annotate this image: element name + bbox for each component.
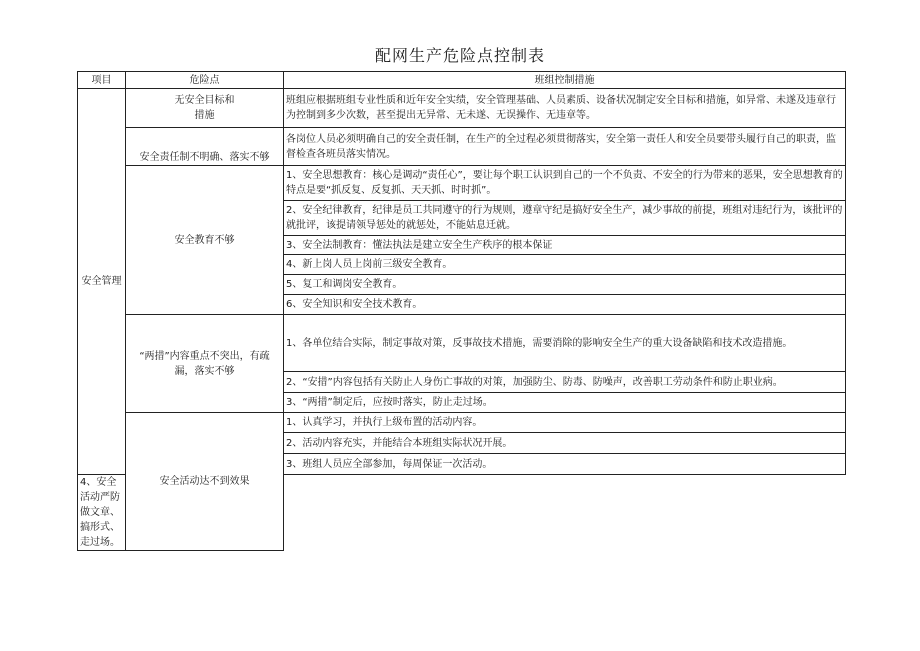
table-row <box>78 128 846 166</box>
item-cell-safety-management: 安全管理 <box>78 89 126 475</box>
measure-cell: 班组应根据班组专业性质和近年安全实绩，安全管理基础、人员素质、设备状况制定安全目标和措施，如异常、未遂及违章行为控制到多少次数，甚至提出无异常、无未遂、无误操作、无违章等。 <box>284 89 846 128</box>
measure-cell: 3、安全法制教育：懂法执法是建立安全生产秩序的根本保证 <box>284 236 846 255</box>
risk-cell <box>126 89 284 128</box>
page-title: 配网生产危险点控制表 <box>374 46 545 65</box>
risk-cell: 安全活动达不到效果 <box>126 413 284 551</box>
measure-cell: 1、认真学习，并执行上级布置的活动内容。 <box>284 413 846 433</box>
measure-cell: 1、各单位结合实际，制定事故对策，反事故技术措施，需要消除的影响安全生产的重大设备缺陷和技术改造措施。 <box>284 315 846 372</box>
table-row <box>78 166 846 201</box>
header-item: 项目 <box>78 72 126 89</box>
header-measures: 班组控制措施 <box>284 72 846 89</box>
risk-line: “两措”内容重点不突出，有疏 <box>139 350 270 362</box>
measure-cell: 1、安全思想教育：核心是调动“责任心”，要让每个职工认识到自己的一个不负责、不安全的行为带来的恶果，安全思想教育的特点是要“抓反复、反复抓、天天抓、时时抓”。 <box>284 166 846 201</box>
measure-cell: 2、安全纪律教育，纪律是员工共同遵守的行为规则，遵章守纪是搞好安全生产，减少事故的前提，班组对违纪行为，该批评的就批评，该提请领导惩处的就惩处，不能姑息迁就。 <box>284 201 846 236</box>
measure-cell: 6、安全知识和安全技术教育。 <box>284 295 846 315</box>
risk-line: 措施 <box>194 110 215 121</box>
measure-cell: 5、复工和调岗安全教育。 <box>284 275 846 295</box>
risk-cell: 安全教育不够 <box>126 166 284 315</box>
measure-cell: 2、活动内容充实，并能结合本班组实际状况开展。 <box>284 433 846 454</box>
risk-cell: 安全责任制不明确、落实不够 <box>126 128 284 166</box>
header-risk: 危险点 <box>126 72 284 89</box>
measure-cell: 3、“两措”制定后，应按时落实，防止走过场。 <box>284 393 846 413</box>
measure-cell: 4、新上岗人员上岗前三级安全教育。 <box>284 255 846 275</box>
risk-line: 漏，落实不够 <box>174 365 235 377</box>
table-row <box>78 413 846 433</box>
measure-cell: 3、班组人员应全部参加，每周保证一次活动。 <box>284 454 846 475</box>
risk-cell <box>126 315 284 413</box>
measure-cell: 2、“安措”内容包括有关防止人身伤亡事故的对策，加强防尘、防毒、防噪声，改善职工劳动条件和防止职业病。 <box>284 372 846 393</box>
risk-line: 无安全目标和 <box>174 95 235 106</box>
measure-cell: 各岗位人员必须明确自己的安全责任制，在生产的全过程必须贯彻落实，安全第一责任人和安全员要带头履行自己的职责，监督检查各班员落实情况。 <box>284 128 846 166</box>
risk-control-table <box>77 71 846 551</box>
measure-cell: 4、安全活动严防做文章、搞形式、走过场。 <box>78 475 126 551</box>
table-row <box>78 315 846 372</box>
table-header-row <box>78 72 846 89</box>
